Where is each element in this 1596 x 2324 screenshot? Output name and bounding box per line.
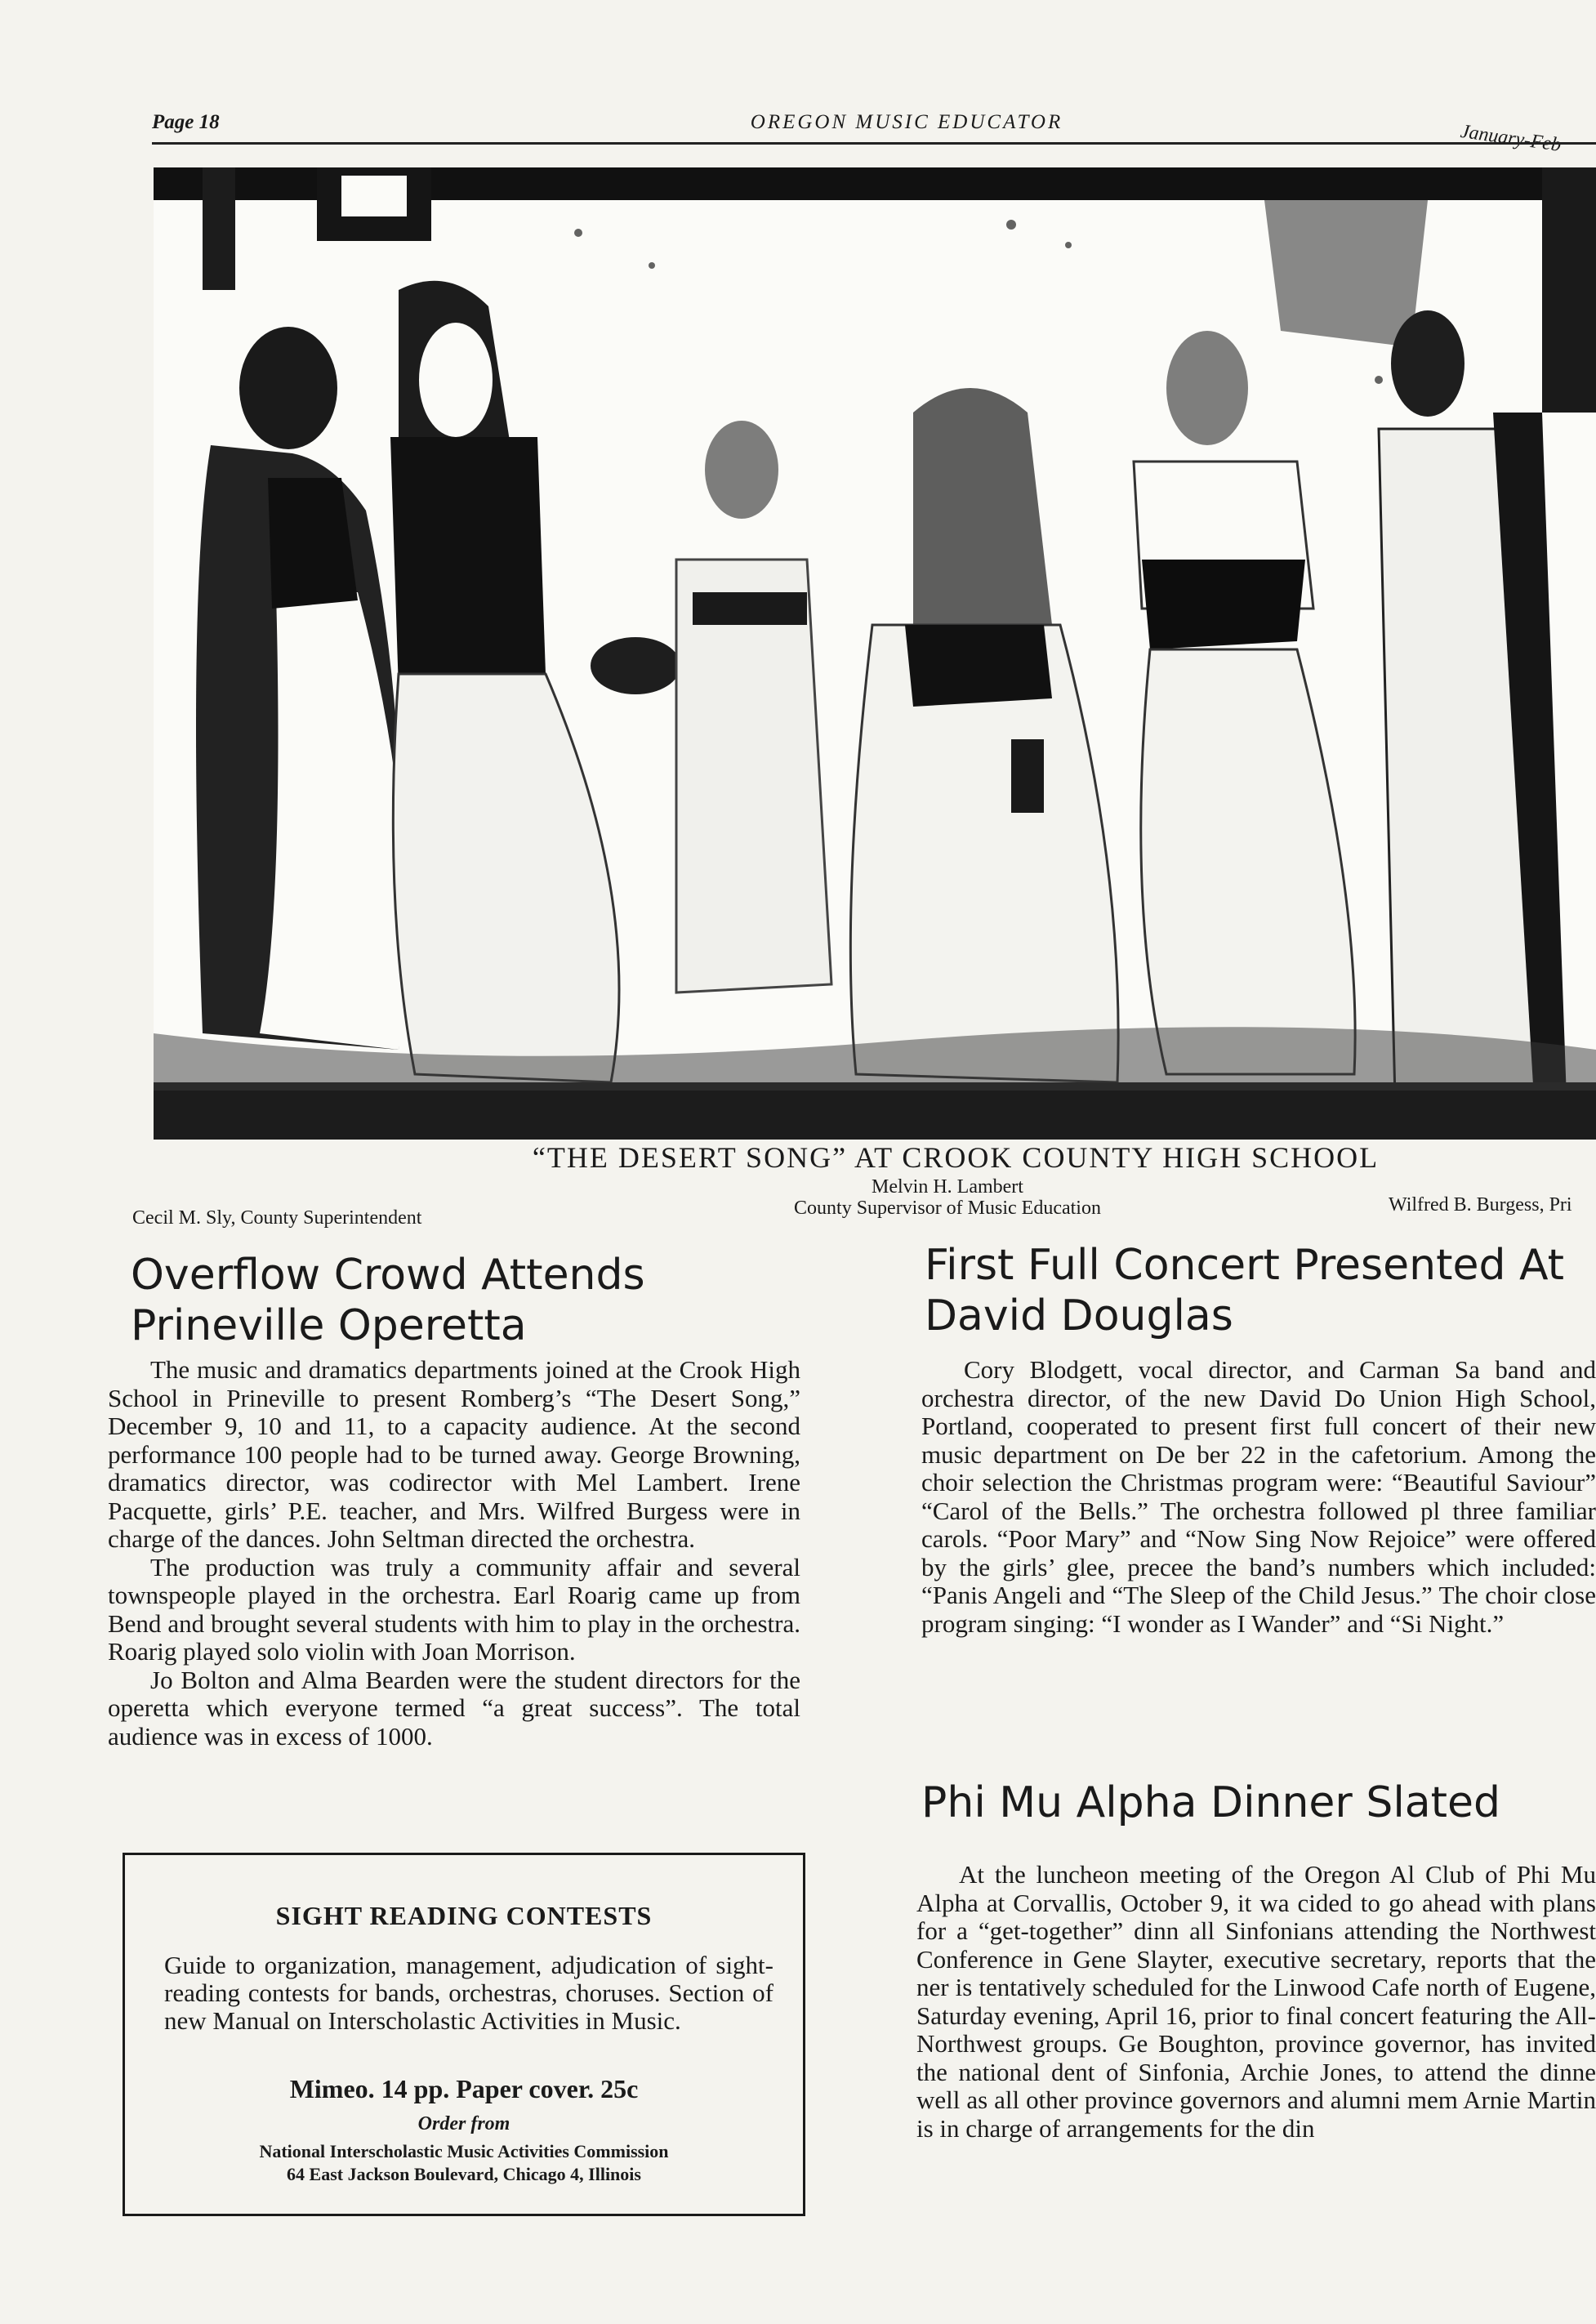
photo-credit-center-name: Melvin H. Lambert xyxy=(872,1176,1023,1198)
article-right-top-headline: First Full Concert Presented At David Douglas xyxy=(925,1241,1565,1340)
ad-title: SIGHT READING CONTESTS xyxy=(275,1901,653,1930)
photo-caption-title: “THE DESERT SONG” AT CROOK COUNTY HIGH SCHOOL xyxy=(532,1141,1380,1174)
article-right-bottom-body xyxy=(916,1861,1596,2143)
article-right-bottom-headline: Phi Mu Alpha Dinner Slated xyxy=(921,1778,1501,1827)
ad-address: 64 East Jackson Boulevard, Chicago 4, Illinois xyxy=(287,2164,641,2184)
operetta-photo-art xyxy=(154,167,1596,1140)
article-left-body xyxy=(108,1356,800,1751)
ad-order-label: Order from xyxy=(417,2113,510,2134)
ad-body: Guide to organization, management, adjudication of sight-reading contests for bands, orchestras, choruses. Section of new Manual on Interscholastic Activities in Music. xyxy=(164,1951,773,2035)
article-right-top-paragraph: Cory Blodgett, vocal director, and Carman Sa band and orchestra director, of the new David Do Union High School, Portland, cooperated to present first full concert of their new music department on De ber 22 in the cafetorium. Among the choir selection the Christmas program were: “Beautiful Saviour” “Carol of the Bells.” The orchestra followed pl three familiar carols. “Poor Mary” and “Now Sing Now Rejoice” were offered by the girls’ glee, precee the band’s numbers which included: “Panis Angeli and “The Sleep of the Child Jesus.” The choir close program singing: “I wonder as I Wander” and “Si Night.” xyxy=(921,1355,1596,1638)
article-right-bottom-paragraph: At the luncheon meeting of the Oregon Al Club of Phi Mu Alpha at Corvallis, October 9, it wa cided to go ahead with plans for a “get-together” dinn all Sinfonians attending the Northwest Conference in Gene Slayter, executive secretary, reports that the ner is tentatively scheduled for the Linwood Cafe north of Eugene, Saturday evening, April 16, prior to final concert featuring the All-Northwest groups. Ge Boughton, province governor, has invited the national dent of Sinfonia, Archie Jones, to attend the dinne well as all other province governors and alumni mem Arnie Martin is in charge of arrangements for the din xyxy=(916,1860,1596,2143)
photo-credit-left: Cecil M. Sly, County Superintendent xyxy=(132,1207,422,1229)
ad-price: Mimeo. 14 pp. Paper cover. 25c xyxy=(289,2074,639,2103)
article-left-headline: Overflow Crowd Attends Prineville Operetta xyxy=(131,1251,645,1350)
page-number: Page 18 xyxy=(152,111,220,133)
photo-credit-center-role: County Supervisor of Music Education xyxy=(794,1198,1101,1219)
ad-organization: National Interscholastic Music Activities Commission xyxy=(259,2141,669,2161)
article-left-paragraph: The production was truly a community affair and several townspeople played in the orchestra. Earl Roarig came up from Bend and brought several students with him to play in the orchestra. Roarig played solo violin with Joan Morrison. xyxy=(108,1552,800,1666)
article-left-paragraph: The music and dramatics departments joined at the Crook High School in Prineville to present Romberg’s “The Desert Song,” December 9, 10 and 11, to a capacity audience. At the second performance 100 people had to be turned away. George Browning, dramatics director, was codirector with Mel Lambert. Irene Pacquette, girls’ P.E. teacher, and Mrs. Wilfred Burgess were in charge of the dances. John Seltman directed the orchestra. xyxy=(108,1355,800,1553)
article-right-top-body xyxy=(921,1356,1596,1638)
photo-credit-right: Wilfred B. Burgess, Pri xyxy=(1389,1194,1572,1216)
publication-title: OREGON MUSIC EDUCATOR xyxy=(750,111,1063,133)
sight-reading-ad xyxy=(123,1853,805,2216)
figure-6 xyxy=(1379,310,1567,1099)
operetta-photo xyxy=(154,167,1596,1140)
header-rule xyxy=(152,142,1596,145)
issue-date: January-Feb xyxy=(1459,121,1563,156)
article-left-paragraph: Jo Bolton and Alma Bearden were the student directors for the operetta which everyone termed “a great success”. The total audience was in excess of 1000. xyxy=(108,1665,800,1751)
